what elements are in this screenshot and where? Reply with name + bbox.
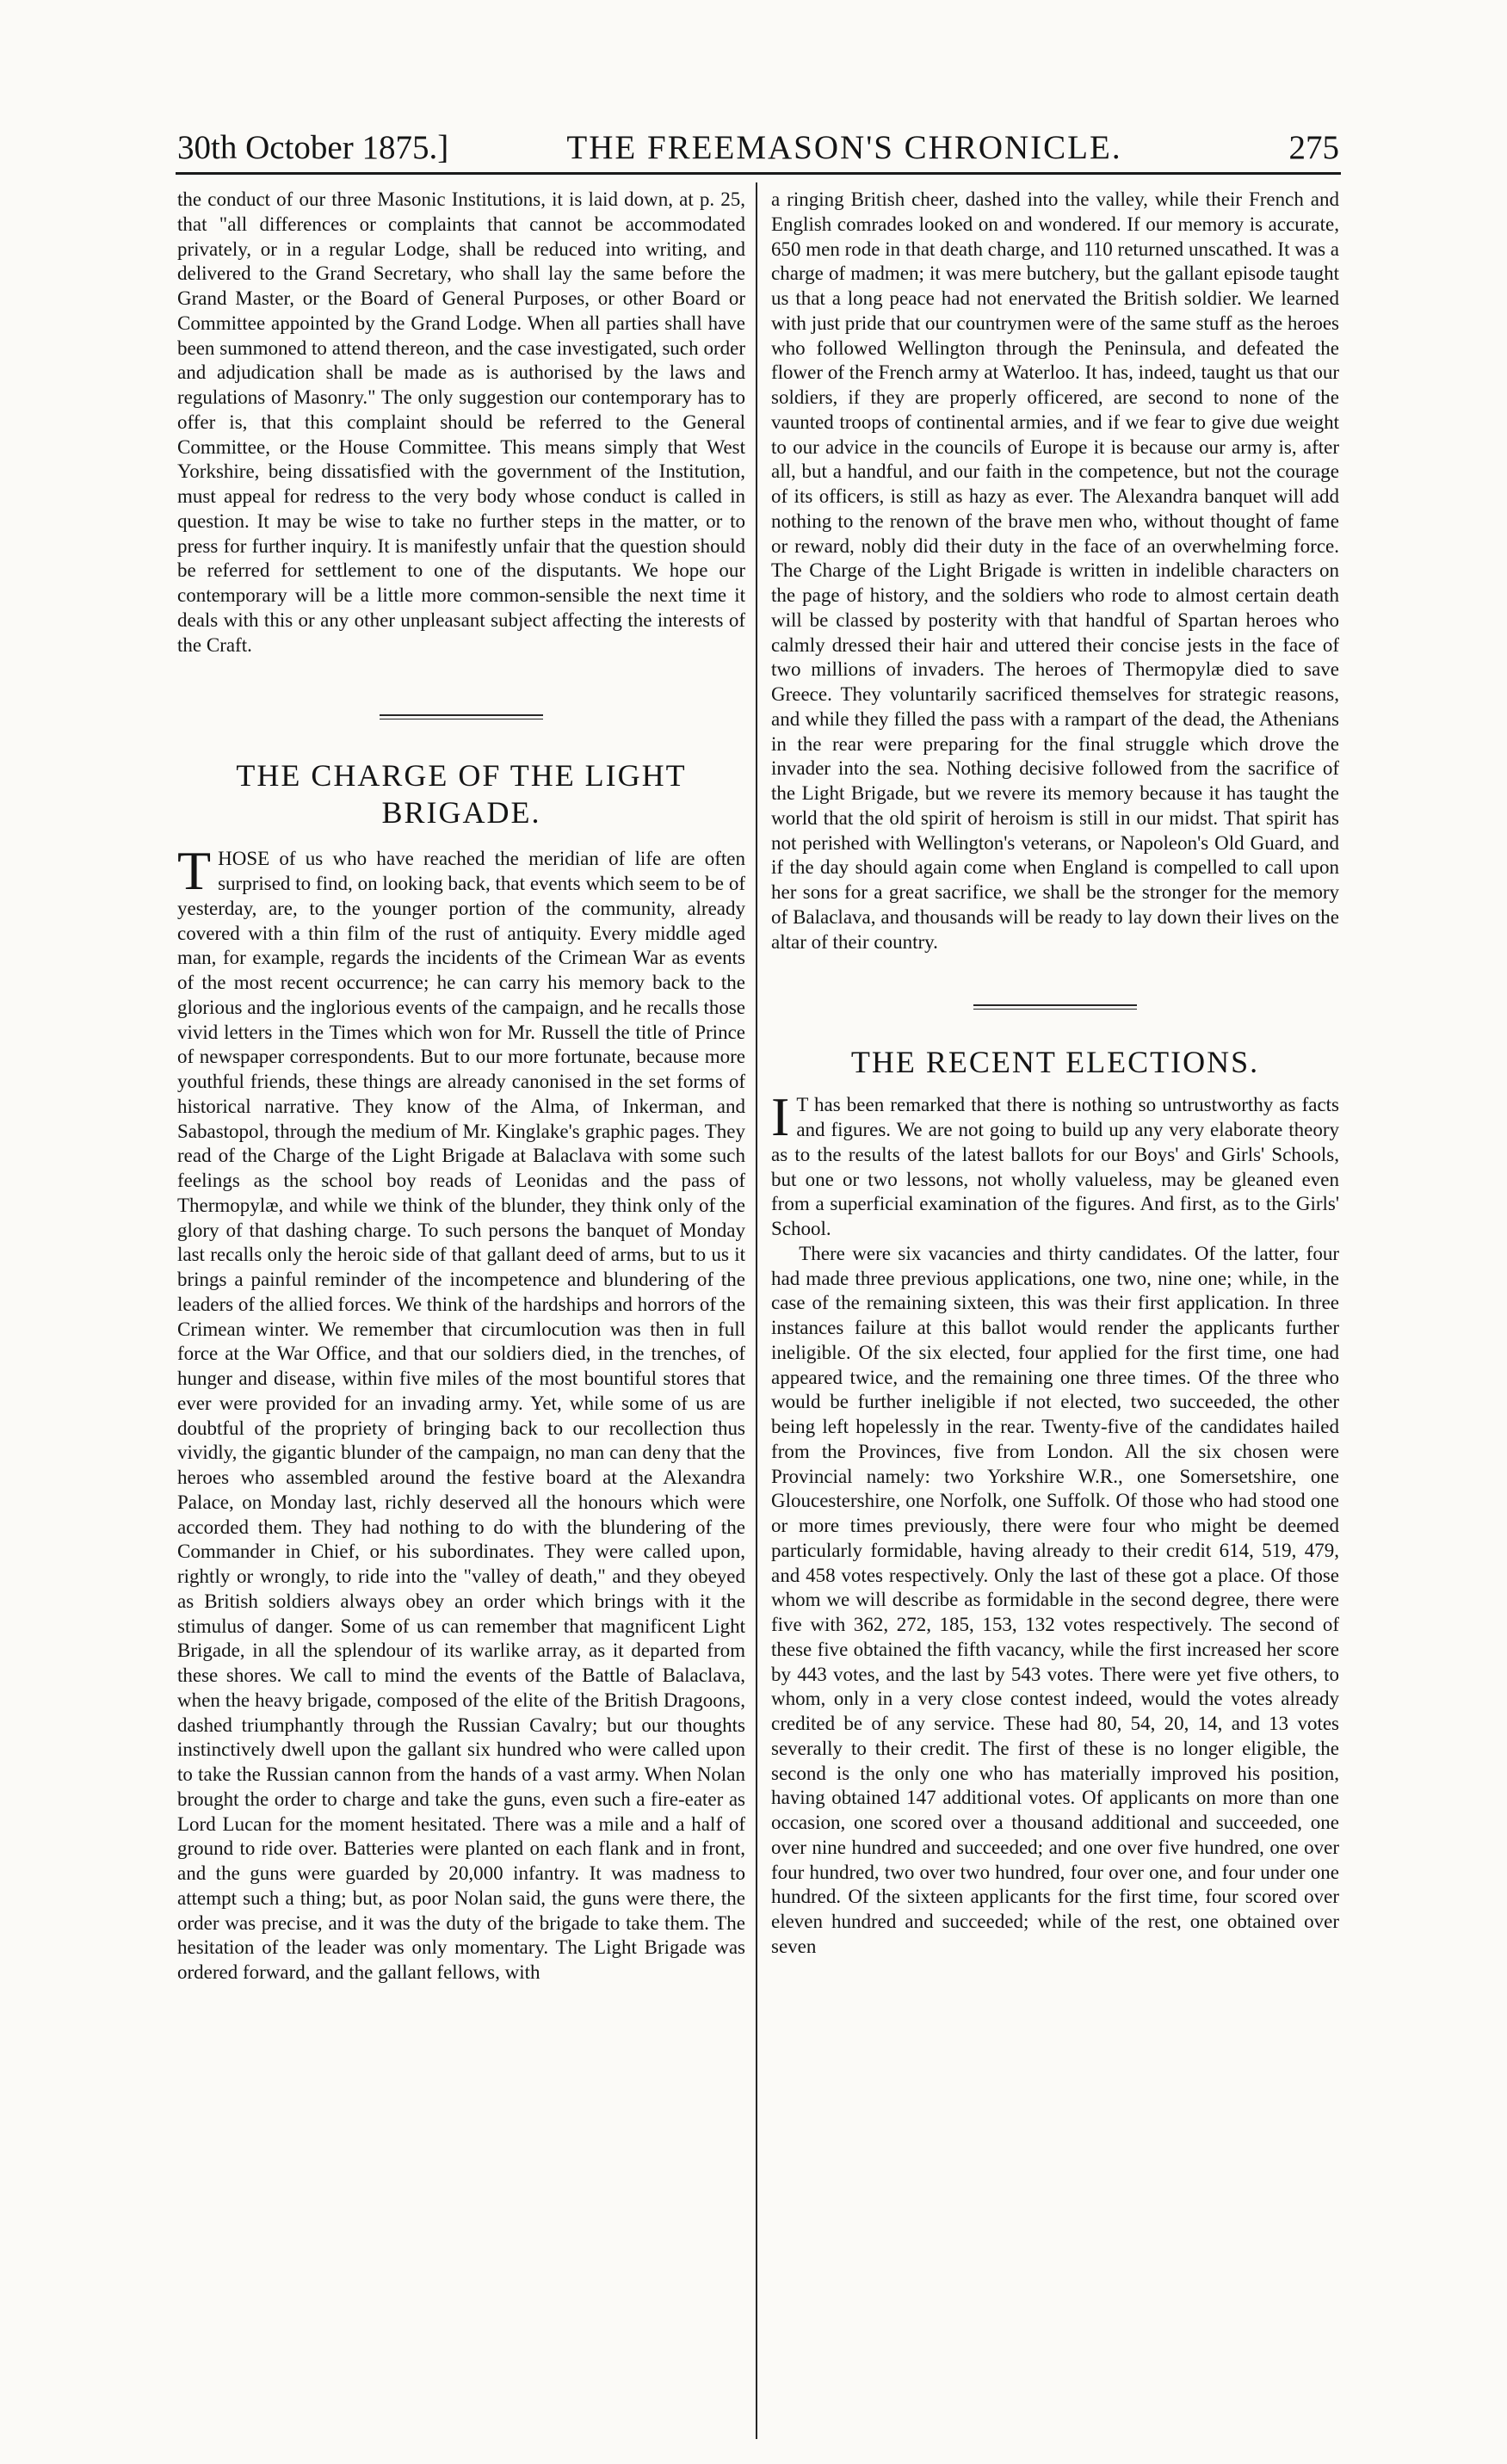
article-paragraph: THOSE of us who have reached the meridian of life are often surprised to find, on looking back, that events which seem to be of yesterday, are, to the younger portion of the community, already covered with a thin film of the rust of antiquity. Every middle aged man, for example, regards the incidents of the Crimean War as events of the most recent occurrence; he can carry his memory back to the glorious and the inglorious events of the campaign, and he recalls those vivid letters in the Times which won for Mr. Russell the title of Prince of newspaper correspondents. But to our more fortunate, because more youthful friends, these things are already canonised in the set forms of historical narrative. They know of the Alma, of Inkerman, and Sabastopol, through the medium of Mr. Kinglake's graphic pages. They read of the Charge of the Light Brigade at Balaclava with some such feelings as the school boy reads of Leonidas and the pass of Thermopylæ, and while we think of the blunder, they think only of the glory of that dashing charge. To such persons the banquet of Monday last recalls only the heroic side of that gallant deed of arms, but to us it brings a painful reminder of the incompetence and blundering of the leaders of the allied forces. We think of the hardships and horrors of the Crimean winter. We remember that circumlocution was then in full force at the War Office, and that our soldiers died, in the trenches, of hunger and disease, within five miles of the most bountiful stores that ever were provided for an invading army. Yet, while some of us are doubtful of the propriety of bringing back to our recollection thus vividly, the gigantic blunder of the campaign, no man can deny that the heroes who assembled around the festive board at the Alexandra Palace, on Monday last, richly deserved all the honours which were accorded them. They had nothing to do with the blundering of the Commander in Chief, or his subordinates. They were called upon, rightly or wrongly, to ride into the "valley of death," and they obeyed as British soldiers always obey an order which brings with it the stimulus of danger. Some of us can remember that magnificent Light Brigade, in all the splendour of its warlike array, as it departed from these shores. We call to mind the events of the Battle of Balaclava, when the heavy brigade, composed of the elite of the British Dragoons, dashed triumphantly through the Russian Cavalry; but our thoughts instinctively dwell upon the gallant six hundred who were called upon to take the Russian cannon from the hands of a vast army. When Nolan brought the order to charge and take the guns, even such a fire-eater as Lord Lucan for the moment hesitated. There was a mile and a half of ground to ride over. Batteries were planted on each flank and in front, and the guns were guarded by 20,000 infantry. It was madness to attempt such a thing; but, as poor Nolan said, the guns were there, the order was precise, and it was the duty of the brigade to take them. The hesitation of the leader was only momentary. The Light Brigade was ordered forward, and the gallant fellows, with bbox=[177, 840, 745, 1983]
article-paragraph: the conduct of our three Masonic Institutions, it is laid down, at p. 25, that "all differences or complaints that cannot be accommodated privately, or in a regular Lodge, shall be reduced into writing, and delivered to the Grand Secretary, who shall lay the same before the Grand Master, or the Board of General Purposes, or other Board or Committee appointed by the Grand Lodge. When all parties shall have been summoned to attend thereon, and the case investigated, such order and adjudication shall be made as is authorised by the laws and regulations of Masonry." The only suggestion our contemporary has to offer is, that this complaint should be referred to the General Committee, or the House Committee. This means simply that West Yorkshire, being dissatisfied with the government of the Institution, must appeal for redress to the very body whose conduct is called in question. It may be wise to take no further steps in the matter, or to press for further inquiry. It is manifestly unfair that the question should be referred for settlement to one of the disputants. We hope our contemporary will be a little more common-sensible the next time it deals with this or any other unpleasant subject affecting the interests of the Craft. bbox=[177, 188, 745, 656]
article-paragraph: There were six vacancies and thirty candidates. Of the latter, four had made three previous applications, one two, nine one; while, in the case of the remaining sixteen, this was their first application. In three instances failure at this ballot would render the applicants further ineligible. Of the six elected, four applied for the first time, one had appeared twice, and the remaining one three times. Of the three who would be further ineligible if not elected, two succeeded, the other being left hopelessly in the rear. Twenty-five of the candidates hailed from the Provinces, five from London. All the six chosen were Provincial namely: two Yorkshire W.R., one Somersetshire, one Gloucestershire, one Norfolk, one Suffolk. Of those who had stood one or more times previously, there were four who might be deemed particularly formidable, having already to their credit 614, 519, 479, and 458 votes respectively. Only the last of these got a place. Of those whom we will describe as formidable in the second degree, there were five with 362, 272, 185, 153, 132 votes respectively. The second of these five obtained the fifth vacancy, while the first increased her score by 443 votes, and the last by 543 votes. There were yet five others, to whom, only in a very close contest indeed, would the votes already credited be of any service. These had 80, 54, 20, 14, and 13 votes severally to their credit. The first of these is no longer eligible, the second is the only one who has materially improved his position, having obtained 147 additional votes. Of applicants on more than one occasion, one scored over a thousand additional and succeeded, one over nine hundred and succeeded; and one over five hundred, one over four hundred, two over two hundred, four over one, and four under one hundred. Of the sixteen applicants for the first time, four scored over eleven hundred and succeeded; while of the rest, one obtained over seven bbox=[771, 1242, 1339, 1957]
column-divider bbox=[756, 182, 757, 2439]
publication-title: THE FREEMASON'S CHRONICLE. bbox=[566, 129, 1122, 166]
right-column bbox=[771, 188, 1339, 1960]
article-paragraph: IT has been remarked that there is nothing so untrustworthy as facts and figures. We are not going to build up any very elaborate theory as to the results of the latest ballots for our Boys' and Girls' Schools, but one or two lessons, not wholly valueless, may be gleaned even from a superficial examination of the figures. And first, as to the Girls' School. bbox=[771, 1086, 1339, 1239]
header-rule bbox=[176, 172, 1341, 175]
issue-date: 30th October 1875.] bbox=[177, 129, 449, 166]
article-paragraph: a ringing British cheer, dashed into the valley, while their French and English comrades looked on and wondered. If our memory is accurate, 650 men rode in that death charge, and 110 returned unscathed. It was a charge of madmen; it was mere butchery, but the gallant episode taught us that a long peace had not enervated the British soldier. We learned with just pride that our countrymen were of the same stuff as the heroes who followed Wellington through the Peninsula, and defeated the flower of the French army at Waterloo. It has, indeed, taught us that our soldiers, if they are properly officered, are second to none of the vaunted troops of continental armies, and if we fear to give due weight to our advice in the councils of Europe it is because our army is, after all, but a handful, and our faith in the competence, but not the courage of its officers, is still as hazy as ever. The Alexandra banquet will add nothing to the renown of the brave men who, without thought of fame or reward, nobly did their duty in the face of an overwhelming force. The Charge of the Light Brigade is written in indelible characters on the page of history, and the soldiers who rode to almost certain death will be classed by posterity with that handful of Spartan heroes who calmly dressed their hair and uttered their concise jests in the face of two millions of invaders. The heroes of Thermopylæ died to save Greece. They voluntarily sacrificed themselves for strategic reasons, and while they filled the pass with a rampart of the dead, the Athenians in the rear were preparing for the final struggle which drove the invader into the sea. Nothing decisive followed from the sacrifice of the Light Brigade, but we revere its memory because it has taught the world that the old spirit of heroism is still in our midst. That spirit has not perished with Wellington's veterans, or Napoleon's Old Guard, and if the day should again come when England is compelled to call upon her sons for a great sacrifice, we shall be the stronger for the memory of Balaclava, and thousands will be ready to lay down their lives on the altar of their country. bbox=[771, 188, 1339, 953]
left-column bbox=[177, 188, 745, 1985]
article-heading-recent-elections: THE RECENT ELECTIONS. bbox=[850, 1045, 1260, 1080]
page-number: 275 bbox=[1288, 129, 1339, 166]
article-heading-light-brigade: THE CHARGE OF THE LIGHT BRIGADE. bbox=[236, 758, 687, 831]
page-header bbox=[177, 122, 1339, 167]
